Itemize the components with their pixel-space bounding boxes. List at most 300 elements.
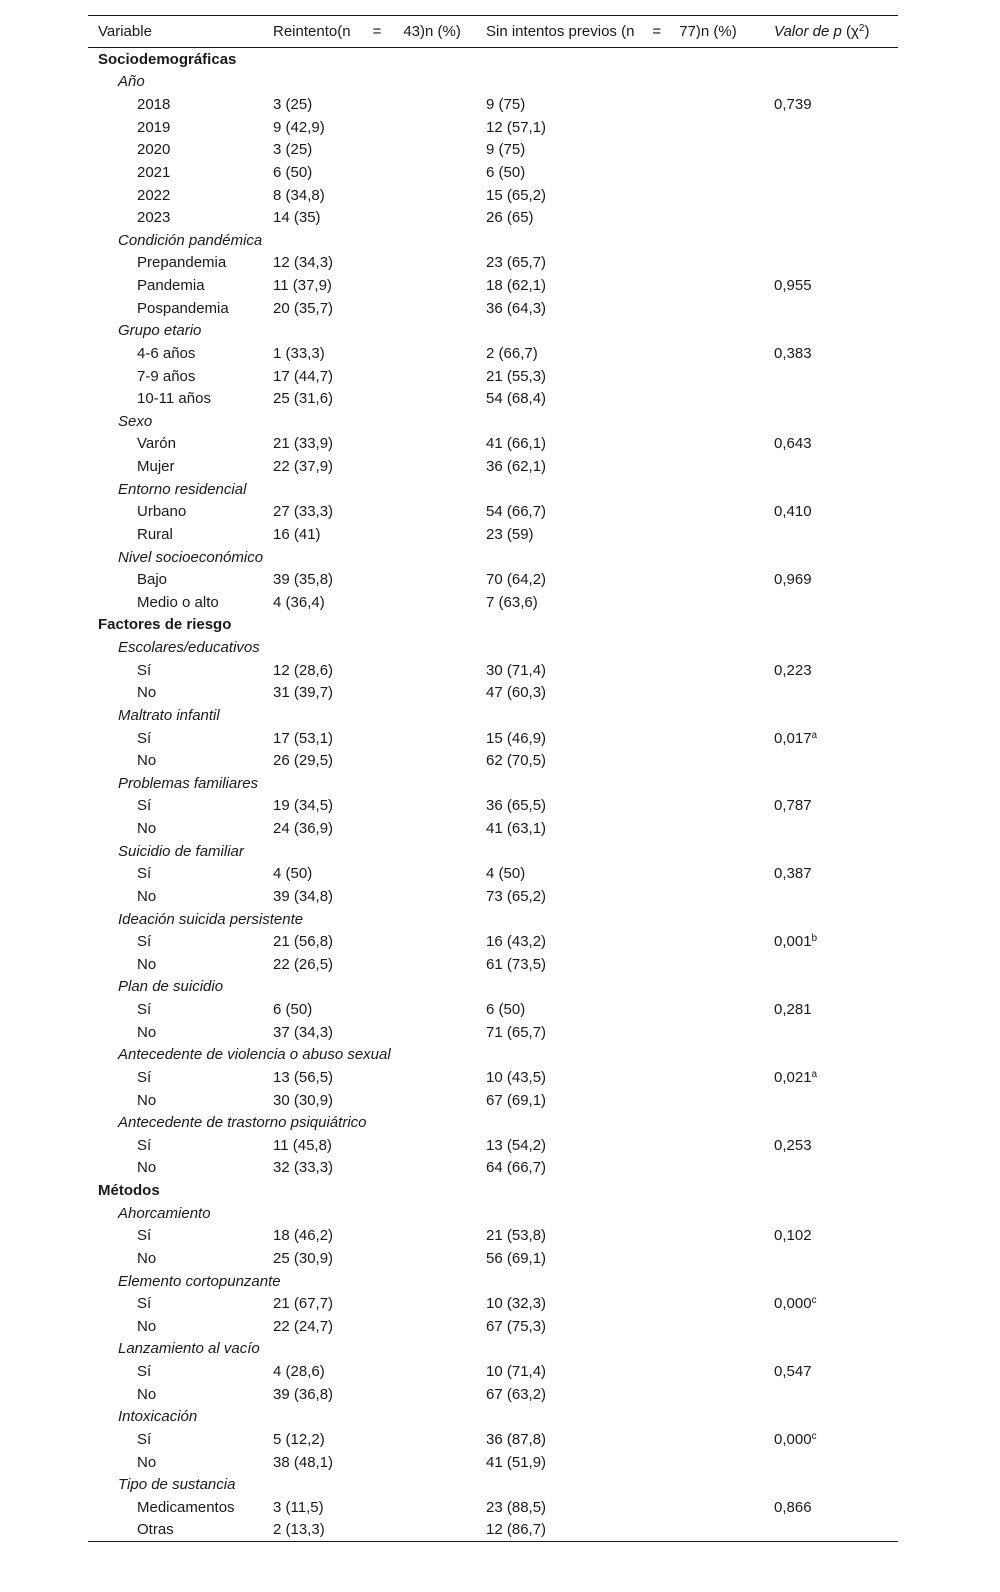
table-row <box>88 523 898 546</box>
table-row <box>88 659 898 682</box>
sin-intentos-value: 16 (43,2) <box>486 933 547 951</box>
table-row <box>88 1292 898 1315</box>
p-value-cell <box>774 1066 898 1089</box>
sin-intentos-value: 10 (71,4) <box>486 1363 547 1381</box>
p-value: 0,787 <box>774 797 812 815</box>
header-p-italic: Valor de p <box>774 23 842 40</box>
sin-intentos-value: 23 (59) <box>486 525 534 543</box>
group-title: Problemas familiares <box>118 774 259 792</box>
group-row <box>88 840 898 863</box>
header-p-value <box>774 16 898 48</box>
sin-intentos-value: 70 (64,2) <box>486 571 547 589</box>
table-row <box>88 116 898 139</box>
reintento-value: 6 (50) <box>273 163 313 181</box>
p-value-cell <box>774 1247 898 1270</box>
p-value-footnote: a <box>811 729 818 741</box>
p-value-cell <box>774 297 898 320</box>
reintento-value: 8 (34,8) <box>273 186 325 204</box>
sin-intentos-value: 9 (75) <box>486 141 526 159</box>
table-row <box>88 501 898 524</box>
group-row <box>88 976 898 999</box>
p-value-cell <box>774 1134 898 1157</box>
p-value-cell <box>774 1451 898 1474</box>
reintento-value: 22 (24,7) <box>273 1317 334 1335</box>
reintento-value: 19 (34,5) <box>273 797 334 815</box>
p-value-cell <box>774 116 898 139</box>
group-row <box>88 1338 898 1361</box>
reintento-value: 21 (33,9) <box>273 435 334 453</box>
group-row <box>88 320 898 343</box>
row-label: Sí <box>137 865 152 883</box>
row-label: No <box>137 1091 157 1109</box>
table-row <box>88 930 898 953</box>
sin-intentos-value: 54 (66,7) <box>486 503 547 521</box>
section-title: Sociodemográficas <box>98 50 237 68</box>
row-label: Rural <box>137 525 173 543</box>
reintento-value: 25 (30,9) <box>273 1249 334 1267</box>
sin-intentos-value: 6 (50) <box>486 163 526 181</box>
row-label: 2020 <box>137 141 171 159</box>
group-title: Escolares/educativos <box>118 639 260 657</box>
table-row <box>88 1519 898 1542</box>
group-row <box>88 772 898 795</box>
group-title: Condición pandémica <box>118 231 263 249</box>
sin-intentos-value: 36 (62,1) <box>486 458 547 476</box>
table-row <box>88 342 898 365</box>
sin-intentos-value: 61 (73,5) <box>486 955 547 973</box>
row-label: Sí <box>137 1430 152 1448</box>
reintento-value: 17 (44,7) <box>273 367 334 385</box>
sin-intentos-value: 54 (68,4) <box>486 390 547 408</box>
sin-intentos-value: 13 (54,2) <box>486 1136 547 1154</box>
table-row <box>88 184 898 207</box>
row-label: Pospandemia <box>137 299 229 317</box>
p-value: 0,281 <box>774 1001 812 1019</box>
reintento-value: 5 (12,2) <box>273 1430 325 1448</box>
sin-intentos-value: 10 (32,3) <box>486 1295 547 1313</box>
row-label: 2018 <box>137 96 171 114</box>
p-value: 0,017 <box>774 729 812 747</box>
group-title: Tipo de sustancia <box>118 1476 236 1494</box>
reintento-value: 3 (25) <box>273 141 313 159</box>
p-value-cell <box>774 1225 898 1248</box>
table-row <box>88 682 898 705</box>
row-label: 2023 <box>137 209 171 227</box>
sin-intentos-value: 64 (66,7) <box>486 1159 547 1177</box>
table-row <box>88 1451 898 1474</box>
header-p-sup: 2 <box>858 23 865 34</box>
table-row <box>88 387 898 410</box>
p-value-cell <box>774 1292 898 1315</box>
table-row <box>88 1247 898 1270</box>
p-value-cell <box>774 387 898 410</box>
group-title: Lanzamiento al vacío <box>118 1340 260 1358</box>
reintento-value: 32 (33,3) <box>273 1159 334 1177</box>
results-table <box>88 15 898 1542</box>
sin-intentos-value: 41 (63,1) <box>486 820 547 838</box>
group-row <box>88 704 898 727</box>
row-label: Otras <box>88 1519 273 1542</box>
sin-intentos-value: 21 (53,8) <box>486 1227 547 1245</box>
section-row <box>88 48 898 71</box>
row-label: No <box>137 1249 157 1267</box>
table-row <box>88 817 898 840</box>
sin-intentos-value: 73 (65,2) <box>486 887 547 905</box>
p-value-cell <box>774 591 898 614</box>
sin-intentos-value: 23 (65,7) <box>486 254 547 272</box>
p-value-footnote: c <box>811 1295 817 1307</box>
table-row <box>88 863 898 886</box>
reintento-value: 30 (30,9) <box>273 1091 334 1109</box>
row-label: Medicamentos <box>137 1498 235 1516</box>
sin-intentos-value: 47 (60,3) <box>486 684 547 702</box>
row-label: 10-11 años <box>137 390 211 408</box>
group-title: Maltrato infantil <box>118 706 220 724</box>
group-title: Antecedente de trastorno psiquiátrico <box>118 1114 367 1132</box>
p-value-cell <box>774 953 898 976</box>
p-value-cell <box>774 682 898 705</box>
p-value: 0,223 <box>774 661 812 679</box>
p-value-cell <box>774 1360 898 1383</box>
sin-intentos-value: 23 (88,5) <box>486 1498 547 1516</box>
p-value: 0,001 <box>774 933 812 951</box>
reintento-value: 4 (36,4) <box>273 593 325 611</box>
table-row <box>88 1496 898 1519</box>
table-row <box>88 1089 898 1112</box>
section-row <box>88 1179 898 1202</box>
group-row <box>88 1202 898 1225</box>
p-value-cell <box>774 523 898 546</box>
sin-intentos-value: 12 (57,1) <box>486 118 547 136</box>
p-value: 0,000 <box>774 1295 812 1313</box>
p-value: 0,955 <box>774 277 812 295</box>
section-row <box>88 614 898 637</box>
table-row <box>88 749 898 772</box>
reintento-value: 14 (35) <box>273 209 321 227</box>
table-row <box>88 274 898 297</box>
row-label: No <box>137 1385 157 1403</box>
sin-intentos-value: 2 (66,7) <box>486 344 538 362</box>
table-row <box>88 297 898 320</box>
table-body <box>88 48 898 1542</box>
p-value-cell <box>774 342 898 365</box>
row-label: No <box>137 1023 157 1041</box>
table-row <box>88 1066 898 1089</box>
p-value-cell <box>774 1021 898 1044</box>
p-value: 0,253 <box>774 1136 812 1154</box>
p-value-cell <box>774 1428 898 1451</box>
row-label: Sí <box>137 661 152 679</box>
table-row <box>88 455 898 478</box>
table-row <box>88 1157 898 1180</box>
p-value-cell <box>774 1383 898 1406</box>
header-reintento <box>273 16 486 48</box>
group-row <box>88 1406 898 1429</box>
sin-intentos-value: 10 (43,5) <box>486 1068 547 1086</box>
reintento-value: 25 (31,6) <box>273 390 334 408</box>
p-value-cell <box>774 998 898 1021</box>
sin-intentos-value: 36 (65,5) <box>486 797 547 815</box>
row-label: No <box>137 887 157 905</box>
row-label: Sí <box>137 1227 152 1245</box>
header-p-chi: (χ <box>846 23 859 40</box>
sin-intentos-value: 15 (46,9) <box>486 729 547 747</box>
results-table-container <box>88 15 898 1542</box>
p-value: 0,643 <box>774 435 812 453</box>
row-label: Pandemia <box>137 277 205 295</box>
sin-intentos-value: 12 (86,7) <box>486 1519 774 1542</box>
p-value-cell <box>774 1157 898 1180</box>
header-sin-intentos <box>486 16 774 48</box>
reintento-value: 4 (28,6) <box>273 1363 325 1381</box>
p-value: 0,102 <box>774 1227 812 1245</box>
table-row <box>88 433 898 456</box>
group-row <box>88 1111 898 1134</box>
sin-intentos-value: 7 (63,6) <box>486 593 538 611</box>
p-value-cell <box>774 1089 898 1112</box>
group-title: Sexo <box>118 412 153 430</box>
sin-intentos-value: 6 (50) <box>486 1001 526 1019</box>
p-value-footnote: b <box>811 933 818 945</box>
p-value-cell <box>774 1519 898 1542</box>
sin-intentos-value: 41 (66,1) <box>486 435 547 453</box>
header-reintento-pre: Reintento(n <box>273 23 351 40</box>
p-value-footnote: a <box>811 1068 818 1080</box>
p-value: 0,021 <box>774 1068 812 1086</box>
row-label: Prepandemia <box>137 254 227 272</box>
table-row <box>88 161 898 184</box>
reintento-value: 4 (50) <box>273 865 313 883</box>
reintento-value: 11 (37,9) <box>273 277 332 295</box>
p-value-cell <box>774 749 898 772</box>
group-row <box>88 636 898 659</box>
reintento-value: 17 (53,1) <box>273 729 334 747</box>
group-title: Grupo etario <box>118 322 202 340</box>
row-label: Bajo <box>137 571 168 589</box>
reintento-value: 39 (36,8) <box>273 1385 334 1403</box>
p-value-cell <box>774 455 898 478</box>
row-label: Sí <box>137 1363 152 1381</box>
reintento-value: 2 (13,3) <box>273 1519 486 1542</box>
reintento-value: 31 (39,7) <box>273 684 334 702</box>
group-title: Año <box>118 73 145 91</box>
row-label: Sí <box>137 1001 152 1019</box>
group-row <box>88 478 898 501</box>
p-value-cell <box>774 184 898 207</box>
row-label: No <box>137 752 157 770</box>
table-row <box>88 206 898 229</box>
reintento-value: 39 (34,8) <box>273 887 334 905</box>
p-value-cell <box>774 252 898 275</box>
p-value: 0,866 <box>774 1498 812 1516</box>
table-row <box>88 953 898 976</box>
group-title: Antecedente de violencia o abuso sexual <box>118 1046 391 1064</box>
reintento-value: 12 (28,6) <box>273 661 334 679</box>
p-value-cell <box>774 930 898 953</box>
sin-intentos-value: 26 (65) <box>486 209 534 227</box>
group-row <box>88 546 898 569</box>
table-row <box>88 591 898 614</box>
table-row <box>88 1021 898 1044</box>
sin-intentos-value: 21 (55,3) <box>486 367 547 385</box>
row-label: 2022 <box>137 186 171 204</box>
p-value: 0,383 <box>774 344 812 362</box>
group-row <box>88 229 898 252</box>
table-row <box>88 1360 898 1383</box>
sin-intentos-value: 18 (62,1) <box>486 277 547 295</box>
reintento-value: 21 (56,8) <box>273 933 334 951</box>
reintento-value: 39 (35,8) <box>273 571 334 589</box>
reintento-value: 3 (25) <box>273 96 313 114</box>
header-reintento-eq: = <box>372 23 382 40</box>
header-sin-eq: = <box>652 23 662 40</box>
p-value-cell <box>774 139 898 162</box>
table-row <box>88 568 898 591</box>
table-row <box>88 93 898 116</box>
row-label: Medio o alto <box>137 593 219 611</box>
reintento-value: 9 (42,9) <box>273 118 325 136</box>
p-value-cell <box>774 727 898 750</box>
reintento-value: 18 (46,2) <box>273 1227 334 1245</box>
row-label: Mujer <box>137 458 175 476</box>
group-row <box>88 1044 898 1067</box>
table-row <box>88 1134 898 1157</box>
row-label: Sí <box>137 1295 152 1313</box>
reintento-value: 1 (33,3) <box>273 344 325 362</box>
reintento-value: 26 (29,5) <box>273 752 334 770</box>
group-row <box>88 1270 898 1293</box>
group-title: Elemento cortopunzante <box>118 1272 281 1290</box>
row-label: No <box>137 684 157 702</box>
p-value-footnote: c <box>811 1430 817 1442</box>
sin-intentos-value: 15 (65,2) <box>486 186 547 204</box>
reintento-value: 21 (67,7) <box>273 1295 334 1313</box>
group-row <box>88 1473 898 1496</box>
group-title: Nivel socioeconómico <box>118 548 264 566</box>
sin-intentos-value: 67 (63,2) <box>486 1385 547 1403</box>
row-label: Urbano <box>137 503 187 521</box>
row-label: Sí <box>137 797 152 815</box>
table-row <box>88 1225 898 1248</box>
table-row <box>88 885 898 908</box>
p-value: 0,969 <box>774 571 812 589</box>
section-title: Métodos <box>98 1182 160 1200</box>
p-value-cell <box>774 206 898 229</box>
group-title: Entorno residencial <box>118 480 247 498</box>
reintento-value: 12 (34,3) <box>273 254 334 272</box>
p-value-cell <box>774 365 898 388</box>
group-title: Plan de suicidio <box>118 978 224 996</box>
header-reintento-post: 43)n (%) <box>403 23 461 40</box>
group-row <box>88 71 898 94</box>
row-label: Varón <box>137 435 176 453</box>
reintento-value: 24 (36,9) <box>273 820 334 838</box>
reintento-value: 22 (26,5) <box>273 955 334 973</box>
table-row <box>88 1428 898 1451</box>
group-title: Ahorcamiento <box>118 1204 211 1222</box>
table-row <box>88 998 898 1021</box>
group-row <box>88 908 898 931</box>
sin-intentos-value: 71 (65,7) <box>486 1023 547 1041</box>
p-value-cell <box>774 274 898 297</box>
sin-intentos-value: 4 (50) <box>486 865 526 883</box>
row-label: No <box>137 820 157 838</box>
p-value-cell <box>774 1496 898 1519</box>
header-variable: Variable <box>88 16 273 48</box>
table-row <box>88 1383 898 1406</box>
sin-intentos-value: 30 (71,4) <box>486 661 547 679</box>
table-row <box>88 252 898 275</box>
sin-intentos-value: 41 (51,9) <box>486 1453 547 1471</box>
section-title: Factores de riesgo <box>98 616 232 634</box>
reintento-value: 37 (34,3) <box>273 1023 334 1041</box>
p-value-cell <box>774 93 898 116</box>
row-label: 4-6 años <box>137 344 196 362</box>
table-row <box>88 795 898 818</box>
p-value: 0,387 <box>774 865 812 883</box>
sin-intentos-value: 62 (70,5) <box>486 752 547 770</box>
header-sin-post: 77)n (%) <box>679 23 737 40</box>
row-label: Sí <box>137 1068 152 1086</box>
header-sin-pre: Sin intentos previos (n <box>486 23 635 40</box>
row-label: No <box>137 1453 157 1471</box>
reintento-value: 22 (37,9) <box>273 458 334 476</box>
table-row <box>88 365 898 388</box>
row-label: No <box>137 1317 157 1335</box>
sin-intentos-value: 67 (75,3) <box>486 1317 547 1335</box>
sin-intentos-value: 67 (69,1) <box>486 1091 547 1109</box>
row-label: Sí <box>137 729 152 747</box>
table-header <box>88 16 898 48</box>
p-value-cell <box>774 568 898 591</box>
reintento-value: 6 (50) <box>273 1001 313 1019</box>
table-row <box>88 1315 898 1338</box>
reintento-value: 20 (35,7) <box>273 299 334 317</box>
header-row <box>88 16 898 48</box>
p-value-cell <box>774 795 898 818</box>
group-title: Intoxicación <box>118 1408 198 1426</box>
reintento-value: 13 (56,5) <box>273 1068 334 1086</box>
p-value-cell <box>774 885 898 908</box>
sin-intentos-value: 36 (64,3) <box>486 299 547 317</box>
header-p-close: ) <box>864 23 870 40</box>
p-value-cell <box>774 817 898 840</box>
reintento-value: 3 (11,5) <box>273 1498 324 1516</box>
p-value-cell <box>774 863 898 886</box>
row-label: 2019 <box>137 118 171 136</box>
row-label: No <box>137 955 157 973</box>
group-title: Suicidio de familiar <box>118 842 244 860</box>
reintento-value: 38 (48,1) <box>273 1453 334 1471</box>
reintento-value: 11 (45,8) <box>273 1136 332 1154</box>
p-value-cell <box>774 433 898 456</box>
p-value: 0,739 <box>774 96 812 114</box>
reintento-value: 16 (41) <box>273 525 321 543</box>
row-label: 2021 <box>137 163 171 181</box>
p-value-cell <box>774 161 898 184</box>
row-label: Sí <box>137 933 152 951</box>
row-label: Sí <box>137 1136 152 1154</box>
row-label: 7-9 años <box>137 367 196 385</box>
table-row <box>88 727 898 750</box>
sin-intentos-value: 56 (69,1) <box>486 1249 547 1267</box>
reintento-value: 27 (33,3) <box>273 503 334 521</box>
row-label: No <box>137 1159 157 1177</box>
p-value-cell <box>774 501 898 524</box>
sin-intentos-value: 9 (75) <box>486 96 526 114</box>
sin-intentos-value: 36 (87,8) <box>486 1430 547 1448</box>
p-value: 0,410 <box>774 503 812 521</box>
